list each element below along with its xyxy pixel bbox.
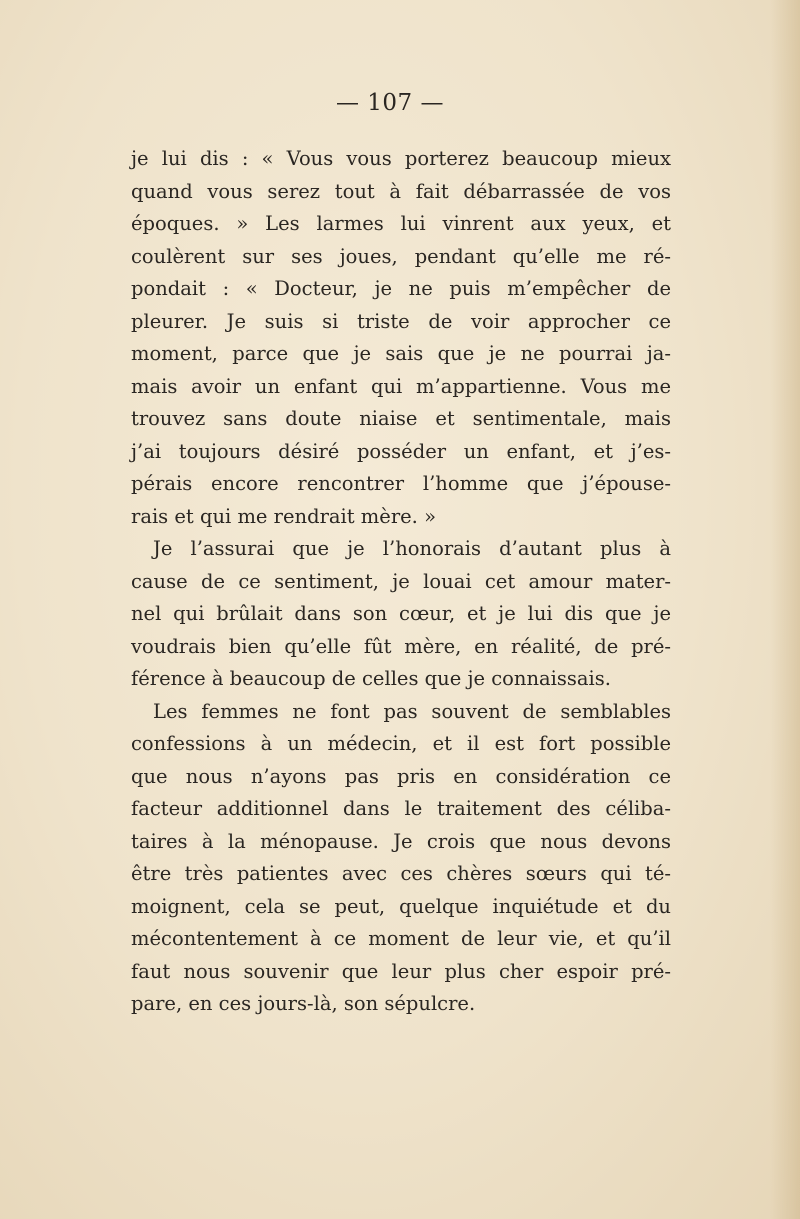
text-line: quand vous serez tout à fait débarrassée de vos (131, 179, 671, 203)
text-line: facteur additionnel dans le traitement des céliba- (131, 797, 671, 820)
text-line: férence à beaucoup de celles que je connaissais. (131, 667, 611, 690)
text-line: pondait : « Docteur, je ne puis m’empêcher de (131, 277, 671, 300)
body-text (131, 143, 671, 1021)
text-line: cause de ce sentiment, je louai cet amour mater- (131, 569, 671, 593)
text-line: moment, parce que je sais que je ne pourrai ja- (131, 342, 671, 365)
page-number: — 107 — (335, 90, 445, 116)
text-line: confessions à un médecin, et il est fort possible (131, 732, 671, 755)
text-line: mais avoir un enfant qui m’appartienne. Vous me (131, 374, 671, 398)
text-line: époques. » Les larmes lui vinrent aux yeux, et (131, 212, 671, 235)
text-line: Je l’assurai que je l’honorais d’autant plus à (153, 537, 671, 560)
text-line: taires à la ménopause. Je crois que nous devons (131, 829, 671, 853)
text-line: pleurer. Je suis si triste de voir approcher ce (131, 309, 671, 333)
text-line: coulèrent sur ses joues, pendant qu’elle me ré- (131, 244, 671, 268)
text-line: être très patientes avec ces chères sœurs qui té- (131, 862, 671, 885)
text-line: voudrais bien qu’elle fût mère, en réalité, de pré- (131, 634, 671, 658)
text-line: nel qui brûlait dans son cœur, et je lui dis que je (131, 602, 671, 625)
text-line: Les femmes ne font pas souvent de semblables (153, 699, 671, 723)
text-line: mécontentement à ce moment de leur vie, et qu’il (131, 927, 671, 950)
text-line: trouvez sans doute niaise et sentimentale, mais (131, 407, 671, 430)
text-line: faut nous souvenir que leur plus cher espoir pré- (131, 959, 671, 983)
text-line: pare, en ces jours-là, son sépulcre. (131, 992, 476, 1015)
text-line: moignent, cela se peut, quelque inquiétude et du (131, 894, 671, 918)
text-line: je lui dis : « Vous vous porterez beaucoup mieux (131, 147, 671, 170)
text-line: que nous n’ayons pas pris en considération ce (131, 764, 671, 788)
text-line: j’ai toujours désiré posséder un enfant, et j’es- (131, 439, 671, 463)
text-line: pérais encore rencontrer l’homme que j’épouse- (131, 472, 671, 495)
text-line: rais et qui me rendrait mère. » (131, 504, 437, 528)
